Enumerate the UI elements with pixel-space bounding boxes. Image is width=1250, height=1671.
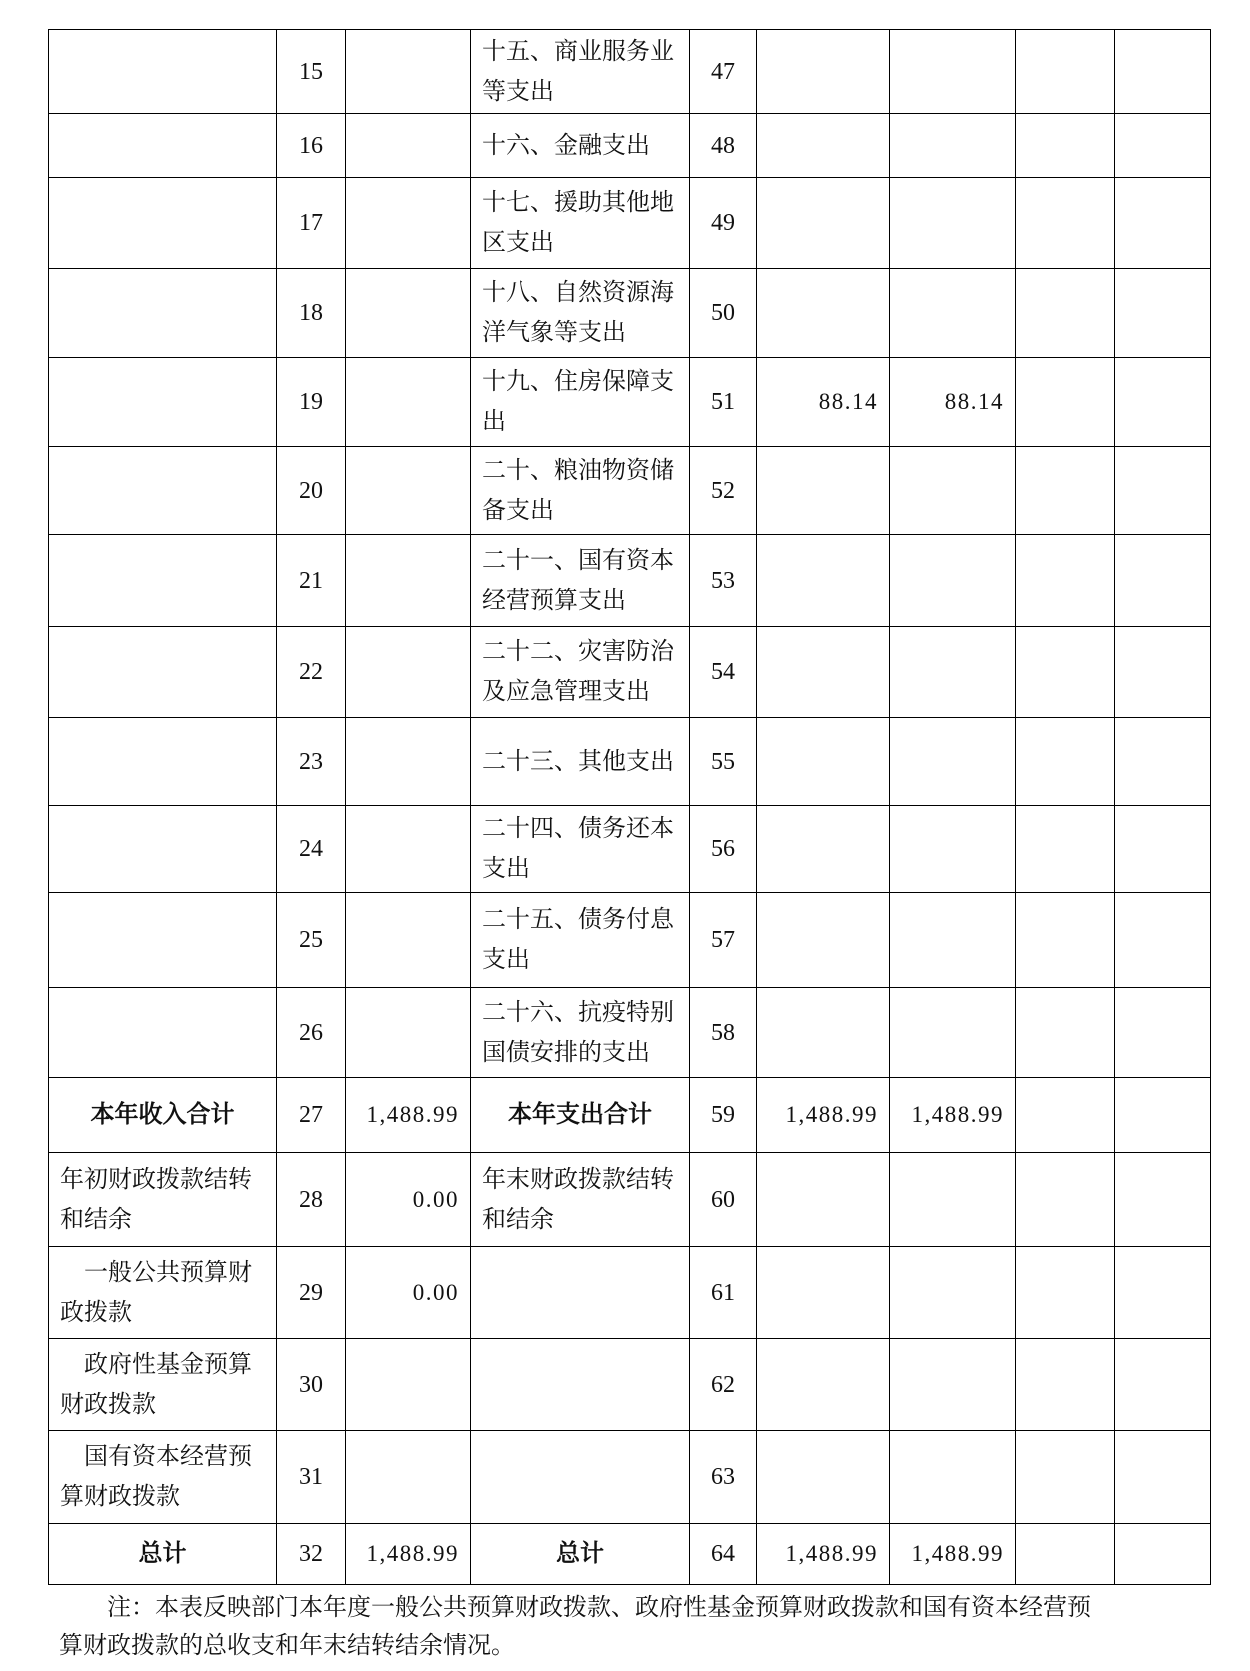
table-row xyxy=(49,1339,1211,1431)
state-capital-budget-cell xyxy=(1115,1247,1211,1339)
general-public-budget-cell xyxy=(890,178,1016,269)
table-row xyxy=(49,1247,1211,1339)
general-public-budget-cell xyxy=(890,1339,1016,1431)
government-fund-budget-cell xyxy=(1016,718,1115,806)
income-item-cell xyxy=(49,718,277,806)
government-fund-budget-cell xyxy=(1016,893,1115,988)
expense-line-no-cell: 56 xyxy=(690,806,757,893)
general-public-budget-cell: 1,488.99 xyxy=(890,1078,1016,1153)
table-row xyxy=(49,1524,1211,1585)
general-public-budget-cell xyxy=(890,806,1016,893)
income-amount-cell xyxy=(346,447,471,535)
table-row xyxy=(49,1431,1211,1524)
expense-line-no-cell: 53 xyxy=(690,535,757,627)
government-fund-budget-cell xyxy=(1016,114,1115,178)
general-public-budget-cell xyxy=(890,1431,1016,1524)
income-line-no-cell: 26 xyxy=(277,988,346,1078)
state-capital-budget-cell xyxy=(1115,1431,1211,1524)
general-public-budget-cell xyxy=(890,114,1016,178)
income-amount-cell xyxy=(346,535,471,627)
expense-total-cell xyxy=(757,988,890,1078)
general-public-budget-cell xyxy=(890,627,1016,718)
table-body xyxy=(49,30,1211,1585)
income-amount-cell: 0.00 xyxy=(346,1153,471,1247)
table-row xyxy=(49,535,1211,627)
income-line-no-cell: 18 xyxy=(277,269,346,358)
income-line-no-cell: 19 xyxy=(277,358,346,447)
expense-item-cell: 十五、商业服务业等支出 xyxy=(471,30,690,114)
income-item-cell: 政府性基金预算财政拨款 xyxy=(49,1339,277,1431)
income-amount-cell xyxy=(346,718,471,806)
income-item-cell xyxy=(49,269,277,358)
state-capital-budget-cell xyxy=(1115,718,1211,806)
expense-line-no-cell: 60 xyxy=(690,1153,757,1247)
general-public-budget-cell xyxy=(890,1247,1016,1339)
income-line-no-cell: 30 xyxy=(277,1339,346,1431)
table-row xyxy=(49,718,1211,806)
expense-item-cell: 二十五、债务付息支出 xyxy=(471,893,690,988)
general-public-budget-cell: 1,488.99 xyxy=(890,1524,1016,1585)
government-fund-budget-cell xyxy=(1016,447,1115,535)
general-public-budget-cell xyxy=(890,718,1016,806)
general-public-budget-cell xyxy=(890,1153,1016,1247)
income-line-no-cell: 24 xyxy=(277,806,346,893)
expense-total-cell xyxy=(757,114,890,178)
income-amount-cell xyxy=(346,269,471,358)
state-capital-budget-cell xyxy=(1115,114,1211,178)
expense-total-cell: 88.14 xyxy=(757,358,890,447)
government-fund-budget-cell xyxy=(1016,806,1115,893)
state-capital-budget-cell xyxy=(1115,535,1211,627)
expense-item-cell xyxy=(471,1431,690,1524)
budget-table xyxy=(48,29,1211,1585)
table-row xyxy=(49,447,1211,535)
expense-item-cell: 十七、援助其他地区支出 xyxy=(471,178,690,269)
income-line-no-cell: 29 xyxy=(277,1247,346,1339)
table-row xyxy=(49,178,1211,269)
government-fund-budget-cell xyxy=(1016,1524,1115,1585)
expense-total-cell xyxy=(757,30,890,114)
state-capital-budget-cell xyxy=(1115,358,1211,447)
income-item-cell xyxy=(49,988,277,1078)
income-amount-cell xyxy=(346,114,471,178)
government-fund-budget-cell xyxy=(1016,1431,1115,1524)
table-row xyxy=(49,30,1211,114)
income-amount-cell xyxy=(346,178,471,269)
income-line-no-cell: 16 xyxy=(277,114,346,178)
income-item-cell: 一般公共预算财政拨款 xyxy=(49,1247,277,1339)
table-row xyxy=(49,114,1211,178)
general-public-budget-cell xyxy=(890,535,1016,627)
state-capital-budget-cell xyxy=(1115,178,1211,269)
expense-line-no-cell: 50 xyxy=(690,269,757,358)
general-public-budget-cell xyxy=(890,269,1016,358)
general-public-budget-cell xyxy=(890,988,1016,1078)
state-capital-budget-cell xyxy=(1115,30,1211,114)
expense-line-no-cell: 62 xyxy=(690,1339,757,1431)
expense-item-cell: 二十六、抗疫特别国债安排的支出 xyxy=(471,988,690,1078)
income-amount-cell xyxy=(346,627,471,718)
state-capital-budget-cell xyxy=(1115,806,1211,893)
income-item-cell xyxy=(49,806,277,893)
general-public-budget-cell: 88.14 xyxy=(890,358,1016,447)
expense-item-cell: 年末财政拨款结转和结余 xyxy=(471,1153,690,1247)
expense-item-cell xyxy=(471,1247,690,1339)
income-amount-cell: 1,488.99 xyxy=(346,1524,471,1585)
expense-item-cell: 总计 xyxy=(471,1524,690,1585)
income-amount-cell xyxy=(346,806,471,893)
income-item-cell: 年初财政拨款结转和结余 xyxy=(49,1153,277,1247)
table-row xyxy=(49,988,1211,1078)
income-line-no-cell: 28 xyxy=(277,1153,346,1247)
income-amount-cell xyxy=(346,988,471,1078)
income-item-cell xyxy=(49,535,277,627)
state-capital-budget-cell xyxy=(1115,1078,1211,1153)
state-capital-budget-cell xyxy=(1115,893,1211,988)
expense-total-cell xyxy=(757,893,890,988)
expense-line-no-cell: 47 xyxy=(690,30,757,114)
expense-total-cell xyxy=(757,1153,890,1247)
expense-line-no-cell: 54 xyxy=(690,627,757,718)
government-fund-budget-cell xyxy=(1016,535,1115,627)
income-line-no-cell: 31 xyxy=(277,1431,346,1524)
income-item-cell xyxy=(49,893,277,988)
income-item-cell: 国有资本经营预算财政拨款 xyxy=(49,1431,277,1524)
income-line-no-cell: 27 xyxy=(277,1078,346,1153)
income-line-no-cell: 20 xyxy=(277,447,346,535)
state-capital-budget-cell xyxy=(1115,447,1211,535)
government-fund-budget-cell xyxy=(1016,178,1115,269)
state-capital-budget-cell xyxy=(1115,1153,1211,1247)
expense-total-cell xyxy=(757,627,890,718)
income-item-cell xyxy=(49,114,277,178)
expense-item-cell xyxy=(471,1339,690,1431)
government-fund-budget-cell xyxy=(1016,988,1115,1078)
income-line-no-cell: 22 xyxy=(277,627,346,718)
expense-total-cell xyxy=(757,1247,890,1339)
expense-item-cell: 二十二、灾害防治及应急管理支出 xyxy=(471,627,690,718)
expense-item-cell: 二十四、债务还本支出 xyxy=(471,806,690,893)
table-row xyxy=(49,1078,1211,1153)
expense-item-cell: 本年支出合计 xyxy=(471,1078,690,1153)
income-item-cell xyxy=(49,447,277,535)
expense-total-cell xyxy=(757,269,890,358)
income-amount-cell xyxy=(346,1339,471,1431)
expense-line-no-cell: 59 xyxy=(690,1078,757,1153)
expense-total-cell xyxy=(757,1339,890,1431)
expense-item-cell: 二十三、其他支出 xyxy=(471,718,690,806)
income-line-no-cell: 32 xyxy=(277,1524,346,1585)
expense-line-no-cell: 63 xyxy=(690,1431,757,1524)
income-amount-cell: 1,488.99 xyxy=(346,1078,471,1153)
state-capital-budget-cell xyxy=(1115,269,1211,358)
table-row xyxy=(49,269,1211,358)
table-note: 注：本表反映部门本年度一般公共预算财政拨款、政府性基金预算财政拨款和国有资本经营预算财政拨款的总收支和年末结转结余情况。 xyxy=(59,1595,1091,1659)
income-amount-cell xyxy=(346,893,471,988)
income-line-no-cell: 23 xyxy=(277,718,346,806)
income-line-no-cell: 15 xyxy=(277,30,346,114)
table-row xyxy=(49,1153,1211,1247)
income-amount-cell xyxy=(346,1431,471,1524)
general-public-budget-cell xyxy=(890,30,1016,114)
general-public-budget-cell xyxy=(890,447,1016,535)
expense-item-cell: 二十一、国有资本经营预算支出 xyxy=(471,535,690,627)
expense-total-cell xyxy=(757,806,890,893)
expense-total-cell xyxy=(757,718,890,806)
income-item-cell xyxy=(49,358,277,447)
government-fund-budget-cell xyxy=(1016,1339,1115,1431)
expense-item-cell: 十六、金融支出 xyxy=(471,114,690,178)
income-amount-cell xyxy=(346,30,471,114)
income-item-cell: 总计 xyxy=(49,1524,277,1585)
expense-line-no-cell: 48 xyxy=(690,114,757,178)
expense-total-cell xyxy=(757,535,890,627)
state-capital-budget-cell xyxy=(1115,1524,1211,1585)
government-fund-budget-cell xyxy=(1016,30,1115,114)
government-fund-budget-cell xyxy=(1016,358,1115,447)
expense-total-cell: 1,488.99 xyxy=(757,1524,890,1585)
state-capital-budget-cell xyxy=(1115,1339,1211,1431)
general-public-budget-cell xyxy=(890,893,1016,988)
expense-total-cell xyxy=(757,447,890,535)
table-row xyxy=(49,358,1211,447)
expense-total-cell: 1,488.99 xyxy=(757,1078,890,1153)
expense-line-no-cell: 58 xyxy=(690,988,757,1078)
expense-line-no-cell: 52 xyxy=(690,447,757,535)
expense-item-cell: 二十、粮油物资储备支出 xyxy=(471,447,690,535)
expense-line-no-cell: 64 xyxy=(690,1524,757,1585)
income-line-no-cell: 17 xyxy=(277,178,346,269)
government-fund-budget-cell xyxy=(1016,627,1115,718)
government-fund-budget-cell xyxy=(1016,1247,1115,1339)
table-row xyxy=(49,806,1211,893)
income-amount-cell xyxy=(346,358,471,447)
expense-line-no-cell: 61 xyxy=(690,1247,757,1339)
income-item-cell: 本年收入合计 xyxy=(49,1078,277,1153)
income-item-cell xyxy=(49,30,277,114)
government-fund-budget-cell xyxy=(1016,269,1115,358)
income-amount-cell: 0.00 xyxy=(346,1247,471,1339)
income-line-no-cell: 25 xyxy=(277,893,346,988)
state-capital-budget-cell xyxy=(1115,627,1211,718)
government-fund-budget-cell xyxy=(1016,1153,1115,1247)
income-item-cell xyxy=(49,178,277,269)
government-fund-budget-cell xyxy=(1016,1078,1115,1153)
expense-item-cell: 十八、自然资源海洋气象等支出 xyxy=(471,269,690,358)
expense-item-cell: 十九、住房保障支出 xyxy=(471,358,690,447)
expense-total-cell xyxy=(757,1431,890,1524)
income-item-cell xyxy=(49,627,277,718)
table-row xyxy=(49,627,1211,718)
expense-line-no-cell: 57 xyxy=(690,893,757,988)
table-row xyxy=(49,893,1211,988)
expense-total-cell xyxy=(757,178,890,269)
expense-line-no-cell: 51 xyxy=(690,358,757,447)
expense-line-no-cell: 49 xyxy=(690,178,757,269)
state-capital-budget-cell xyxy=(1115,988,1211,1078)
income-line-no-cell: 21 xyxy=(277,535,346,627)
expense-line-no-cell: 55 xyxy=(690,718,757,806)
